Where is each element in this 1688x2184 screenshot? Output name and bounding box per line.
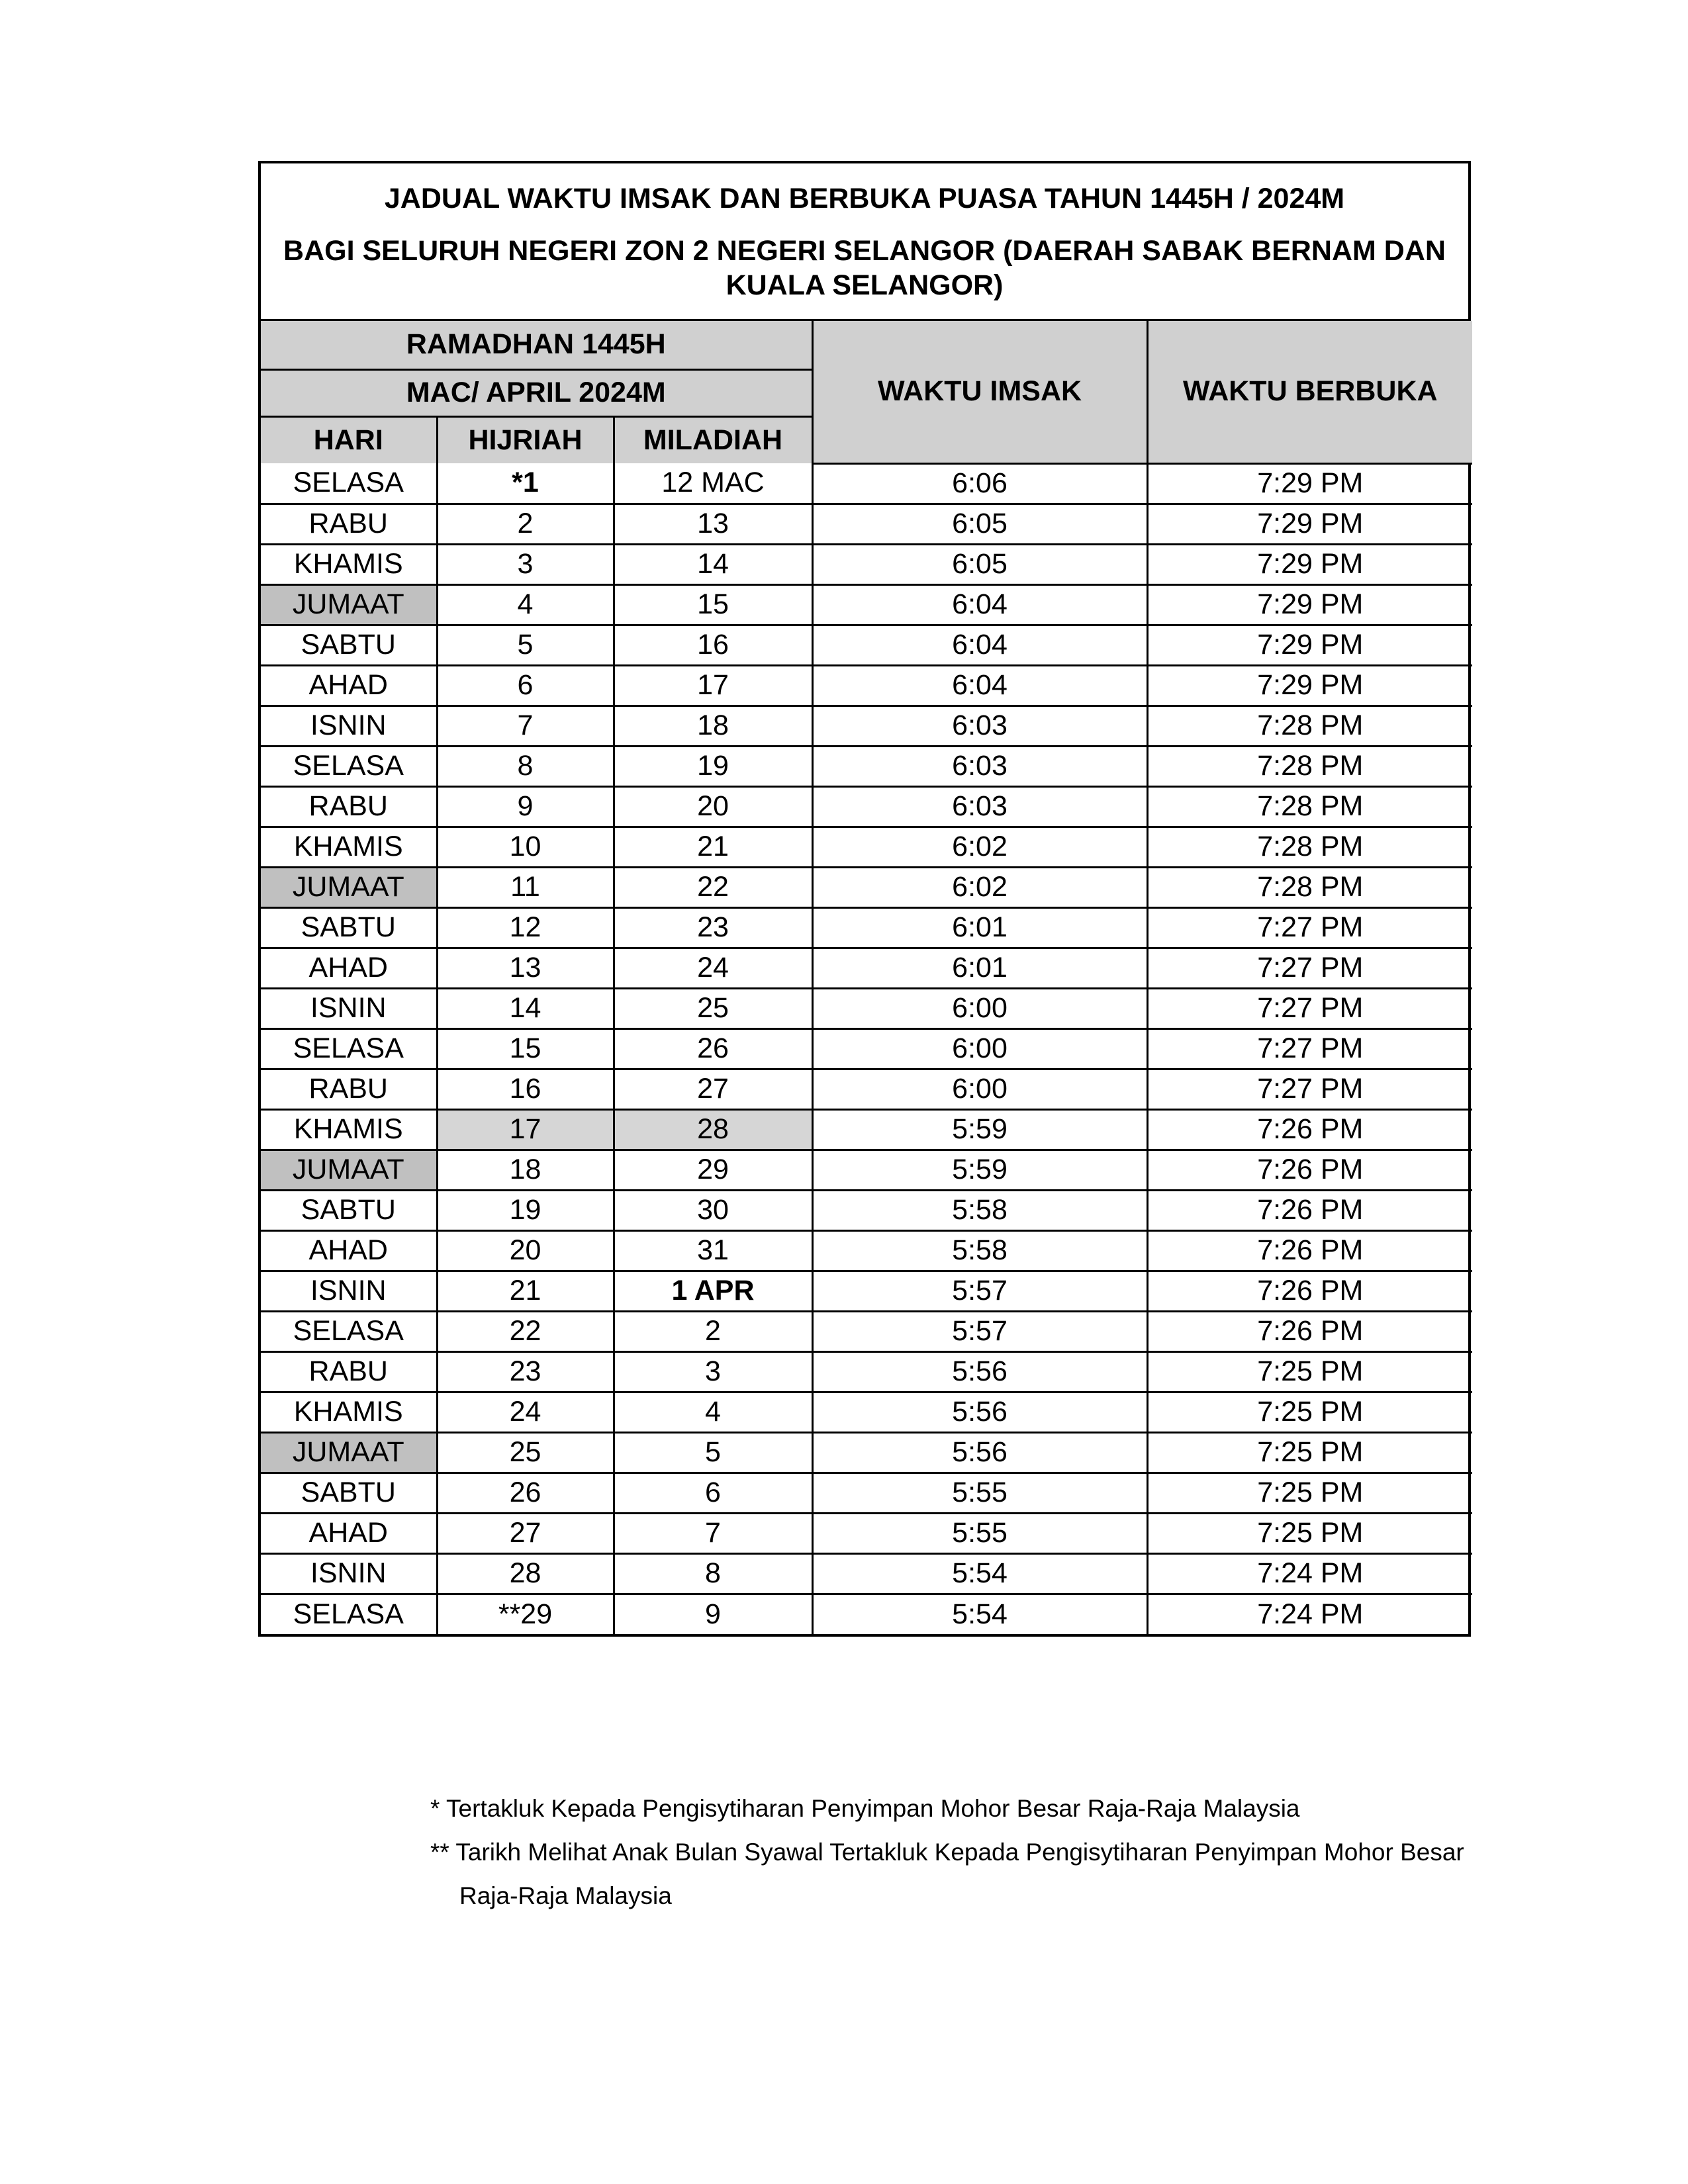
cell-miladiah: 14 [614, 544, 812, 584]
table-row [261, 544, 1472, 584]
cell-miladiah: 28 [614, 1109, 812, 1150]
cell-miladiah: 18 [614, 705, 812, 746]
table-row [261, 665, 1472, 705]
cell-berbuka: 7:26 PM [1147, 1271, 1472, 1311]
cell-imsak: 5:57 [812, 1311, 1147, 1351]
cell-hijriah: 19 [437, 1190, 614, 1230]
header-miladiah: MILADIAH [614, 416, 812, 463]
cell-imsak: 6:04 [812, 584, 1147, 625]
cell-hijriah: 3 [437, 544, 614, 584]
table-row [261, 1150, 1472, 1190]
cell-hijriah: 10 [437, 827, 614, 867]
cell-miladiah: 29 [614, 1150, 812, 1190]
header-waktu-berbuka: WAKTU BERBUKA [1147, 321, 1472, 463]
cell-hari: SELASA [261, 1028, 437, 1069]
footnote-2-continued: Raja-Raja Malaysia [459, 1882, 672, 1909]
cell-hijriah: 23 [437, 1351, 614, 1392]
cell-miladiah: 30 [614, 1190, 812, 1230]
timetable-body [261, 463, 1472, 1634]
table-row [261, 625, 1472, 665]
cell-hari: SABTU [261, 1473, 437, 1513]
cell-hijriah: 28 [437, 1553, 614, 1594]
table-row [261, 1311, 1472, 1351]
cell-hari: KHAMIS [261, 1392, 437, 1432]
cell-berbuka: 7:25 PM [1147, 1432, 1472, 1473]
table-row [261, 1190, 1472, 1230]
cell-imsak: 6:00 [812, 1028, 1147, 1069]
cell-hari: KHAMIS [261, 544, 437, 584]
cell-berbuka: 7:24 PM [1147, 1553, 1472, 1594]
cell-berbuka: 7:27 PM [1147, 1028, 1472, 1069]
cell-berbuka: 7:25 PM [1147, 1473, 1472, 1513]
cell-hari: RABU [261, 1351, 437, 1392]
table-row [261, 1351, 1472, 1392]
cell-hari: ISNIN [261, 988, 437, 1028]
title-block [261, 163, 1468, 321]
cell-miladiah: 8 [614, 1553, 812, 1594]
cell-imsak: 6:00 [812, 1069, 1147, 1109]
header-waktu-imsak: WAKTU IMSAK [812, 321, 1147, 463]
table-row [261, 1028, 1472, 1069]
cell-berbuka: 7:25 PM [1147, 1513, 1472, 1553]
table-row [261, 907, 1472, 948]
cell-hari: JUMAAT [261, 867, 437, 907]
cell-miladiah: 22 [614, 867, 812, 907]
cell-berbuka: 7:28 PM [1147, 705, 1472, 746]
cell-hijriah: 14 [437, 988, 614, 1028]
cell-hijriah: 4 [437, 584, 614, 625]
cell-berbuka: 7:26 PM [1147, 1230, 1472, 1271]
timetable-sheet [258, 161, 1471, 1637]
footnote-1: * Tertakluk Kepada Pengisytiharan Penyimpan Mohor Besar Raja-Raja Malaysia [430, 1795, 1300, 1822]
cell-imsak: 5:59 [812, 1150, 1147, 1190]
cell-hari: ISNIN [261, 1553, 437, 1594]
cell-berbuka: 7:29 PM [1147, 463, 1472, 504]
cell-miladiah: 13 [614, 504, 812, 544]
table-row [261, 1553, 1472, 1594]
cell-hijriah: 9 [437, 786, 614, 827]
cell-berbuka: 7:26 PM [1147, 1190, 1472, 1230]
header-hari: HARI [261, 416, 437, 463]
cell-imsak: 6:02 [812, 827, 1147, 867]
table-row [261, 948, 1472, 988]
cell-berbuka: 7:25 PM [1147, 1351, 1472, 1392]
cell-imsak: 5:55 [812, 1473, 1147, 1513]
cell-hijriah: 26 [437, 1473, 614, 1513]
cell-imsak: 5:58 [812, 1190, 1147, 1230]
cell-hijriah: **29 [437, 1594, 614, 1634]
cell-hari: RABU [261, 1069, 437, 1109]
table-row [261, 1271, 1472, 1311]
cell-hari: SELASA [261, 1594, 437, 1634]
table-row [261, 1230, 1472, 1271]
cell-imsak: 5:58 [812, 1230, 1147, 1271]
table-row [261, 1594, 1472, 1634]
cell-hari: JUMAAT [261, 584, 437, 625]
cell-miladiah: 19 [614, 746, 812, 786]
table-row [261, 1473, 1472, 1513]
cell-hijriah: 7 [437, 705, 614, 746]
cell-hijriah: 15 [437, 1028, 614, 1069]
cell-hari: AHAD [261, 1513, 437, 1553]
cell-imsak: 6:03 [812, 705, 1147, 746]
cell-miladiah: 7 [614, 1513, 812, 1553]
cell-hijriah: 13 [437, 948, 614, 988]
cell-imsak: 5:55 [812, 1513, 1147, 1553]
cell-imsak: 6:01 [812, 907, 1147, 948]
cell-berbuka: 7:27 PM [1147, 948, 1472, 988]
cell-imsak: 5:56 [812, 1351, 1147, 1392]
cell-hijriah: 17 [437, 1109, 614, 1150]
cell-miladiah: 4 [614, 1392, 812, 1432]
cell-berbuka: 7:29 PM [1147, 584, 1472, 625]
cell-berbuka: 7:26 PM [1147, 1311, 1472, 1351]
cell-imsak: 6:04 [812, 625, 1147, 665]
cell-imsak: 6:04 [812, 665, 1147, 705]
cell-imsak: 6:05 [812, 504, 1147, 544]
cell-hijriah: 22 [437, 1311, 614, 1351]
cell-imsak: 5:54 [812, 1594, 1147, 1634]
cell-imsak: 5:57 [812, 1271, 1147, 1311]
cell-hari: SABTU [261, 907, 437, 948]
cell-hari: JUMAAT [261, 1150, 437, 1190]
cell-imsak: 6:02 [812, 867, 1147, 907]
cell-berbuka: 7:29 PM [1147, 544, 1472, 584]
cell-miladiah: 1 APR [614, 1271, 812, 1311]
cell-berbuka: 7:25 PM [1147, 1392, 1472, 1432]
cell-hari: KHAMIS [261, 827, 437, 867]
cell-hijriah: 16 [437, 1069, 614, 1109]
cell-miladiah: 26 [614, 1028, 812, 1069]
table-row [261, 988, 1472, 1028]
cell-hijriah: *1 [437, 463, 614, 504]
cell-hari: ISNIN [261, 1271, 437, 1311]
cell-hijriah: 24 [437, 1392, 614, 1432]
cell-berbuka: 7:28 PM [1147, 786, 1472, 827]
cell-berbuka: 7:27 PM [1147, 988, 1472, 1028]
cell-miladiah: 5 [614, 1432, 812, 1473]
table-row [261, 1432, 1472, 1473]
cell-hari: SABTU [261, 625, 437, 665]
cell-hijriah: 8 [437, 746, 614, 786]
cell-berbuka: 7:26 PM [1147, 1150, 1472, 1190]
table-row [261, 827, 1472, 867]
cell-hari: SABTU [261, 1190, 437, 1230]
cell-berbuka: 7:28 PM [1147, 867, 1472, 907]
cell-berbuka: 7:24 PM [1147, 1594, 1472, 1634]
cell-hijriah: 18 [437, 1150, 614, 1190]
cell-hijriah: 12 [437, 907, 614, 948]
cell-hijriah: 11 [437, 867, 614, 907]
cell-miladiah: 25 [614, 988, 812, 1028]
cell-imsak: 5:56 [812, 1432, 1147, 1473]
cell-miladiah: 3 [614, 1351, 812, 1392]
cell-hijriah: 6 [437, 665, 614, 705]
cell-hari: KHAMIS [261, 1109, 437, 1150]
cell-imsak: 6:00 [812, 988, 1147, 1028]
cell-imsak: 6:01 [812, 948, 1147, 988]
cell-imsak: 5:59 [812, 1109, 1147, 1150]
cell-miladiah: 24 [614, 948, 812, 988]
cell-berbuka: 7:28 PM [1147, 827, 1472, 867]
cell-miladiah: 31 [614, 1230, 812, 1271]
cell-hari: AHAD [261, 665, 437, 705]
cell-hari: JUMAAT [261, 1432, 437, 1473]
cell-hari: AHAD [261, 948, 437, 988]
cell-berbuka: 7:27 PM [1147, 907, 1472, 948]
footnote-2: ** Tarikh Melihat Anak Bulan Syawal Tertakluk Kepada Pengisytiharan Penyimpan Mohor Besar [430, 1839, 1464, 1866]
cell-berbuka: 7:29 PM [1147, 625, 1472, 665]
cell-miladiah: 12 MAC [614, 463, 812, 504]
table-row [261, 867, 1472, 907]
table-row [261, 786, 1472, 827]
footnotes [430, 1787, 1489, 1918]
header-month: MAC/ APRIL 2024M [261, 369, 812, 416]
cell-hijriah: 2 [437, 504, 614, 544]
cell-miladiah: 23 [614, 907, 812, 948]
cell-berbuka: 7:26 PM [1147, 1109, 1472, 1150]
cell-hari: RABU [261, 786, 437, 827]
cell-miladiah: 16 [614, 625, 812, 665]
table-row [261, 584, 1472, 625]
cell-imsak: 6:03 [812, 746, 1147, 786]
cell-hari: AHAD [261, 1230, 437, 1271]
table-row [261, 746, 1472, 786]
title-line-2b: KUALA SELANGOR) [726, 269, 1004, 301]
cell-imsak: 5:56 [812, 1392, 1147, 1432]
cell-berbuka: 7:29 PM [1147, 504, 1472, 544]
cell-miladiah: 21 [614, 827, 812, 867]
cell-imsak: 5:54 [812, 1553, 1147, 1594]
cell-hijriah: 5 [437, 625, 614, 665]
table-row [261, 1109, 1472, 1150]
table-row [261, 1392, 1472, 1432]
title-line-1: JADUAL WAKTU IMSAK DAN BERBUKA PUASA TAHUN 1445H / 2024M [384, 183, 1345, 214]
cell-hari: SELASA [261, 1311, 437, 1351]
cell-hijriah: 27 [437, 1513, 614, 1553]
cell-hari: SELASA [261, 463, 437, 504]
cell-miladiah: 27 [614, 1069, 812, 1109]
table-row [261, 705, 1472, 746]
cell-hijriah: 20 [437, 1230, 614, 1271]
title-line-2a: BAGI SELURUH NEGERI ZON 2 NEGERI SELANGOR (DAERAH SABAK BERNAM DAN [283, 235, 1446, 267]
cell-imsak: 6:06 [812, 463, 1147, 504]
cell-miladiah: 9 [614, 1594, 812, 1634]
cell-miladiah: 15 [614, 584, 812, 625]
cell-hari: SELASA [261, 746, 437, 786]
cell-imsak: 6:05 [812, 544, 1147, 584]
cell-hari: RABU [261, 504, 437, 544]
cell-miladiah: 2 [614, 1311, 812, 1351]
cell-hijriah: 21 [437, 1271, 614, 1311]
cell-hijriah: 25 [437, 1432, 614, 1473]
table-row [261, 1069, 1472, 1109]
table-row [261, 463, 1472, 504]
cell-berbuka: 7:28 PM [1147, 746, 1472, 786]
cell-berbuka: 7:29 PM [1147, 665, 1472, 705]
cell-berbuka: 7:27 PM [1147, 1069, 1472, 1109]
timetable [261, 321, 1472, 1634]
cell-miladiah: 20 [614, 786, 812, 827]
cell-miladiah: 17 [614, 665, 812, 705]
table-row [261, 504, 1472, 544]
cell-miladiah: 6 [614, 1473, 812, 1513]
header-hijriah: HIJRIAH [437, 416, 614, 463]
cell-hari: ISNIN [261, 705, 437, 746]
table-row [261, 1513, 1472, 1553]
cell-imsak: 6:03 [812, 786, 1147, 827]
header-ramadhan: RAMADHAN 1445H [261, 321, 812, 369]
